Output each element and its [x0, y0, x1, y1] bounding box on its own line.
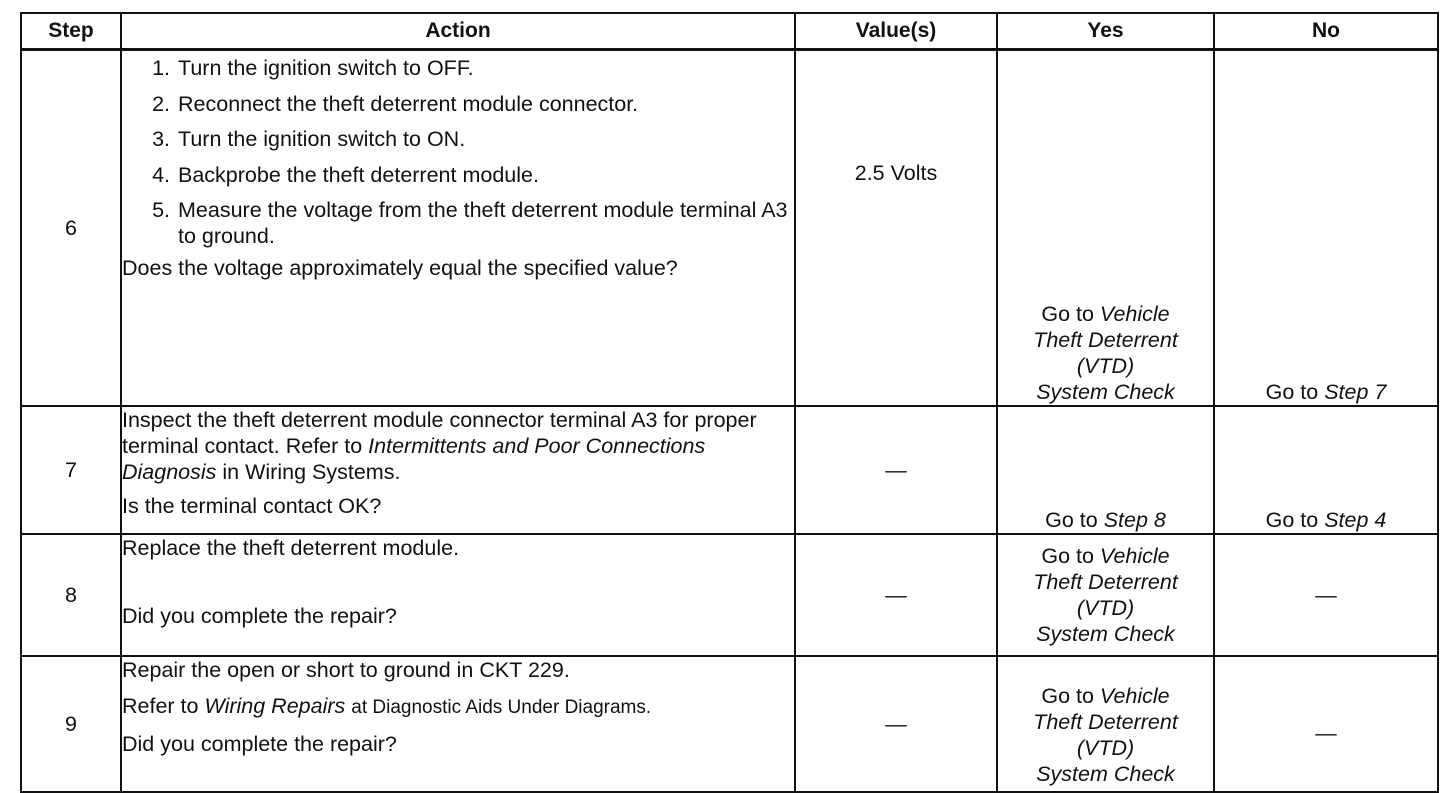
action-cell	[121, 656, 795, 792]
yes-ref: Theft Deterrent	[1033, 710, 1178, 734]
yes-cell	[997, 656, 1214, 792]
yes-ref: System Check	[1036, 622, 1175, 646]
header-yes: Yes	[997, 13, 1214, 50]
refer-prefix: Refer to	[122, 694, 199, 718]
step-number: 9	[21, 656, 121, 792]
yes-cell	[997, 406, 1214, 534]
action-steps-list	[122, 55, 794, 249]
table-row-step-6	[21, 50, 1438, 407]
no-ref: Step 4	[1324, 508, 1387, 532]
action-step: 1. Turn the ignition switch to OFF.	[176, 55, 794, 81]
step-number: 7	[21, 406, 121, 534]
action-text: Repair the open or short to ground in CKT 229.	[122, 658, 570, 682]
yes-ref: (VTD)	[1076, 596, 1135, 620]
value-cell: 2.5 Volts	[795, 50, 997, 407]
action-question: Did you complete the repair?	[122, 604, 397, 628]
no-prefix: Go to	[1265, 380, 1319, 404]
yes-ref: Vehicle	[1099, 302, 1170, 326]
yes-prefix: Go to	[1041, 544, 1094, 568]
action-text-part: Inspect the theft deterrent module connector terminal A3 for proper terminal contact. Refer to	[122, 408, 757, 458]
yes-cell	[997, 534, 1214, 656]
no-cell: —	[1214, 656, 1438, 792]
value-cell: —	[795, 656, 997, 792]
yes-ref: System Check	[1036, 380, 1175, 404]
yes-prefix: Go to	[1041, 302, 1094, 326]
action-text	[122, 407, 794, 485]
yes-cell	[997, 50, 1214, 407]
step-number: 6	[21, 50, 121, 407]
yes-ref: System Check	[1036, 762, 1175, 786]
no-cell	[1214, 50, 1438, 407]
no-cell: —	[1214, 534, 1438, 656]
yes-prefix: Go to	[1041, 684, 1094, 708]
action-cell	[121, 534, 795, 656]
yes-ref: Step 8	[1103, 508, 1166, 532]
table-row-step-8	[21, 534, 1438, 656]
yes-ref: Vehicle	[1099, 544, 1170, 568]
header-step: Step	[21, 13, 121, 50]
action-cell	[121, 50, 795, 407]
value-cell: —	[795, 534, 997, 656]
no-prefix: Go to	[1265, 508, 1319, 532]
refer-suffix: at Diagnostic Aids Under Diagrams.	[351, 697, 652, 718]
action-ref: Intermittents and Poor Connections Diagnosis	[122, 434, 706, 484]
table-row-step-7	[21, 406, 1438, 534]
refer-ref: Wiring Repairs	[204, 694, 346, 718]
header-row	[21, 13, 1438, 50]
action-text-part: in Wiring Systems.	[222, 460, 401, 484]
yes-ref: Theft Deterrent	[1033, 570, 1178, 594]
table-row-step-9	[21, 656, 1438, 792]
yes-ref: Theft Deterrent	[1033, 328, 1178, 352]
header-no: No	[1214, 13, 1438, 50]
yes-ref: (VTD)	[1076, 354, 1135, 378]
action-question: Does the voltage approximately equal the specified value?	[122, 256, 678, 280]
diagnostic-table	[20, 12, 1439, 793]
header-values: Value(s)	[795, 13, 997, 50]
step-number: 8	[21, 534, 121, 656]
action-question: Did you complete the repair?	[122, 732, 397, 756]
yes-prefix: Go to	[1045, 508, 1098, 532]
action-text: Replace the theft deterrent module.	[122, 536, 460, 560]
action-step: 2. Reconnect the theft deterrent module connector.	[176, 91, 794, 117]
action-cell	[121, 406, 795, 534]
yes-ref: (VTD)	[1076, 736, 1135, 760]
action-step: 5. Measure the voltage from the theft deterrent module terminal A3 to ground.	[176, 197, 794, 249]
no-ref: Step 7	[1324, 380, 1387, 404]
action-question: Is the terminal contact OK?	[122, 494, 382, 518]
action-refer	[122, 693, 794, 721]
action-step: 4. Backprobe the theft deterrent module.	[176, 162, 794, 188]
action-step: 3. Turn the ignition switch to ON.	[176, 126, 794, 152]
header-action: Action	[121, 13, 795, 50]
yes-line	[998, 301, 1213, 327]
yes-ref: Vehicle	[1099, 684, 1170, 708]
no-cell	[1214, 406, 1438, 534]
value-cell: —	[795, 406, 997, 534]
